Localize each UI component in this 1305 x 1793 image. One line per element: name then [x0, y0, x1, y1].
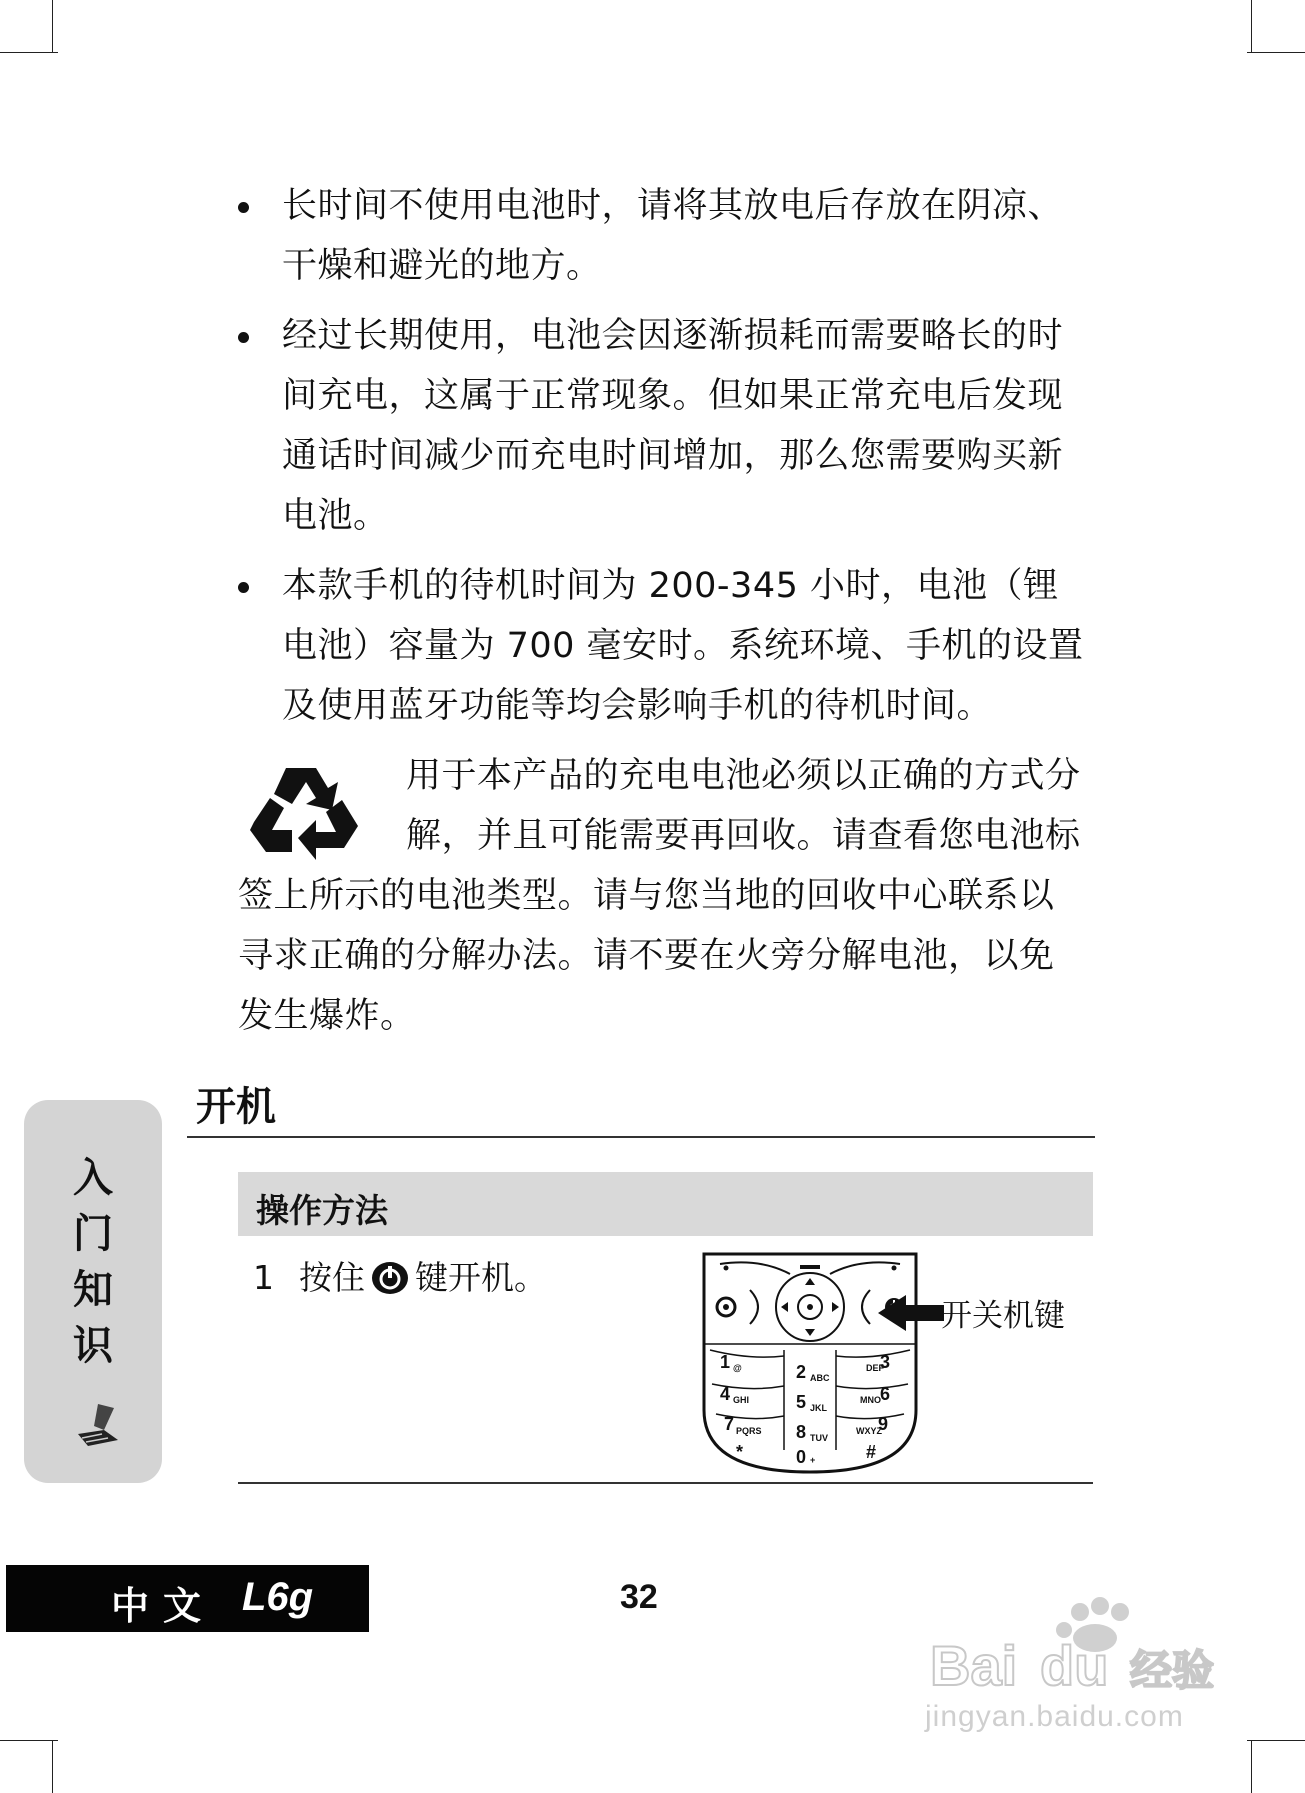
- svg-text:5: 5: [796, 1392, 807, 1412]
- power-key-label: 开关机键: [941, 1298, 1065, 1334]
- step-number: 1: [253, 1258, 274, 1297]
- svg-text:*: *: [736, 1442, 744, 1462]
- crop-mark: [52, 0, 53, 52]
- keypad-diagram: [700, 1250, 920, 1479]
- svg-text:JKL: JKL: [810, 1403, 828, 1413]
- section-divider: [187, 1136, 1095, 1138]
- crop-mark: [1251, 0, 1252, 52]
- recycle-paragraph: [238, 746, 1088, 1046]
- svg-text:9: 9: [878, 1414, 889, 1434]
- watermark-url: jingyan.baidu.com: [925, 1700, 1184, 1733]
- bullet-dot: [238, 582, 249, 593]
- side-tab-char: 入: [73, 1154, 113, 1201]
- crop-mark: [1251, 1741, 1252, 1793]
- phone-icon: [74, 1400, 124, 1454]
- side-tab-char: 知: [73, 1266, 113, 1313]
- svg-text:WXYZ: WXYZ: [856, 1426, 882, 1436]
- footer-label: [6, 1565, 369, 1632]
- svg-text:3: 3: [880, 1352, 891, 1372]
- crop-mark: [1247, 52, 1305, 53]
- footer-language: 中文: [111, 1584, 216, 1628]
- baidu-watermark-logo: [930, 1590, 1230, 1704]
- svg-text:DEF: DEF: [866, 1363, 884, 1373]
- bullet-item: [238, 176, 1088, 296]
- crop-mark: [1247, 1740, 1305, 1741]
- power-key-icon: [371, 1259, 409, 1297]
- svg-text:PQRS: PQRS: [736, 1426, 762, 1436]
- svg-text:#: #: [866, 1442, 877, 1462]
- bullet-dot: [238, 332, 249, 343]
- bullet-text: 长时间不使用电池时，请将其放电后存放在阴凉、干燥和避光的地方。: [282, 186, 1064, 286]
- recycle-text: 用于本产品的充电电池必须以正确的方式分解，并且可能需要再回收。请查看您电池标签上所示的电池类型。请与您当地的回收中心联系以寻求正确的分解办法。请不要在火旁分解电池，以免发生爆炸。: [238, 756, 1081, 1036]
- svg-text:2: 2: [796, 1362, 807, 1382]
- step-text-before: 按住: [299, 1258, 365, 1297]
- arrow-icon: [876, 1293, 946, 1333]
- page-number: 32: [620, 1578, 658, 1616]
- svg-text:TUV: TUV: [810, 1433, 828, 1443]
- svg-text:@: @: [733, 1363, 742, 1373]
- bullet-dot: [238, 202, 249, 213]
- svg-text:du: du: [1040, 1634, 1109, 1697]
- svg-text:6: 6: [880, 1384, 891, 1404]
- svg-text:ABC: ABC: [810, 1373, 830, 1383]
- svg-text:7: 7: [724, 1414, 735, 1434]
- step-row: [253, 1252, 547, 1299]
- svg-text:GHI: GHI: [733, 1395, 750, 1405]
- table-header-label: 操作方法: [256, 1191, 388, 1230]
- svg-text:MNO: MNO: [860, 1395, 881, 1405]
- chapter-side-tab: [24, 1100, 162, 1483]
- svg-text:0: 0: [796, 1447, 807, 1467]
- table-header: [238, 1172, 1093, 1236]
- footer-model: L6g: [242, 1575, 314, 1619]
- bullet-item: [238, 556, 1088, 736]
- bullet-text: 本款手机的待机时间为 200-345 小时，电池（锂电池）容量为 700 毫安时。系统环境、手机的设置及使用蓝牙功能等均会影响手机的待机时间。: [282, 566, 1084, 726]
- crop-mark: [0, 52, 58, 53]
- side-tab-char: 识: [73, 1322, 113, 1369]
- side-tab-char: 门: [73, 1210, 113, 1257]
- svg-text:8: 8: [796, 1422, 807, 1442]
- section-title: 开机: [196, 1084, 276, 1130]
- table-bottom-rule: [238, 1482, 1093, 1484]
- crop-mark: [52, 1741, 53, 1793]
- svg-text:4: 4: [720, 1384, 731, 1404]
- svg-text:经验: 经验: [1130, 1646, 1215, 1695]
- crop-mark: [0, 1740, 58, 1741]
- svg-text:1: 1: [720, 1352, 731, 1372]
- svg-text:Bai: Bai: [930, 1634, 1018, 1697]
- bullet-text: 经过长期使用，电池会因逐渐损耗而需要略长的时间充电，这属于正常现象。但如果正常充电后发现通话时间减少而充电时间增加，那么您需要购买新电池。: [282, 316, 1064, 536]
- step-text-after: 键开机。: [415, 1258, 547, 1297]
- svg-text:+: +: [810, 1455, 816, 1465]
- bullet-item: [238, 306, 1088, 546]
